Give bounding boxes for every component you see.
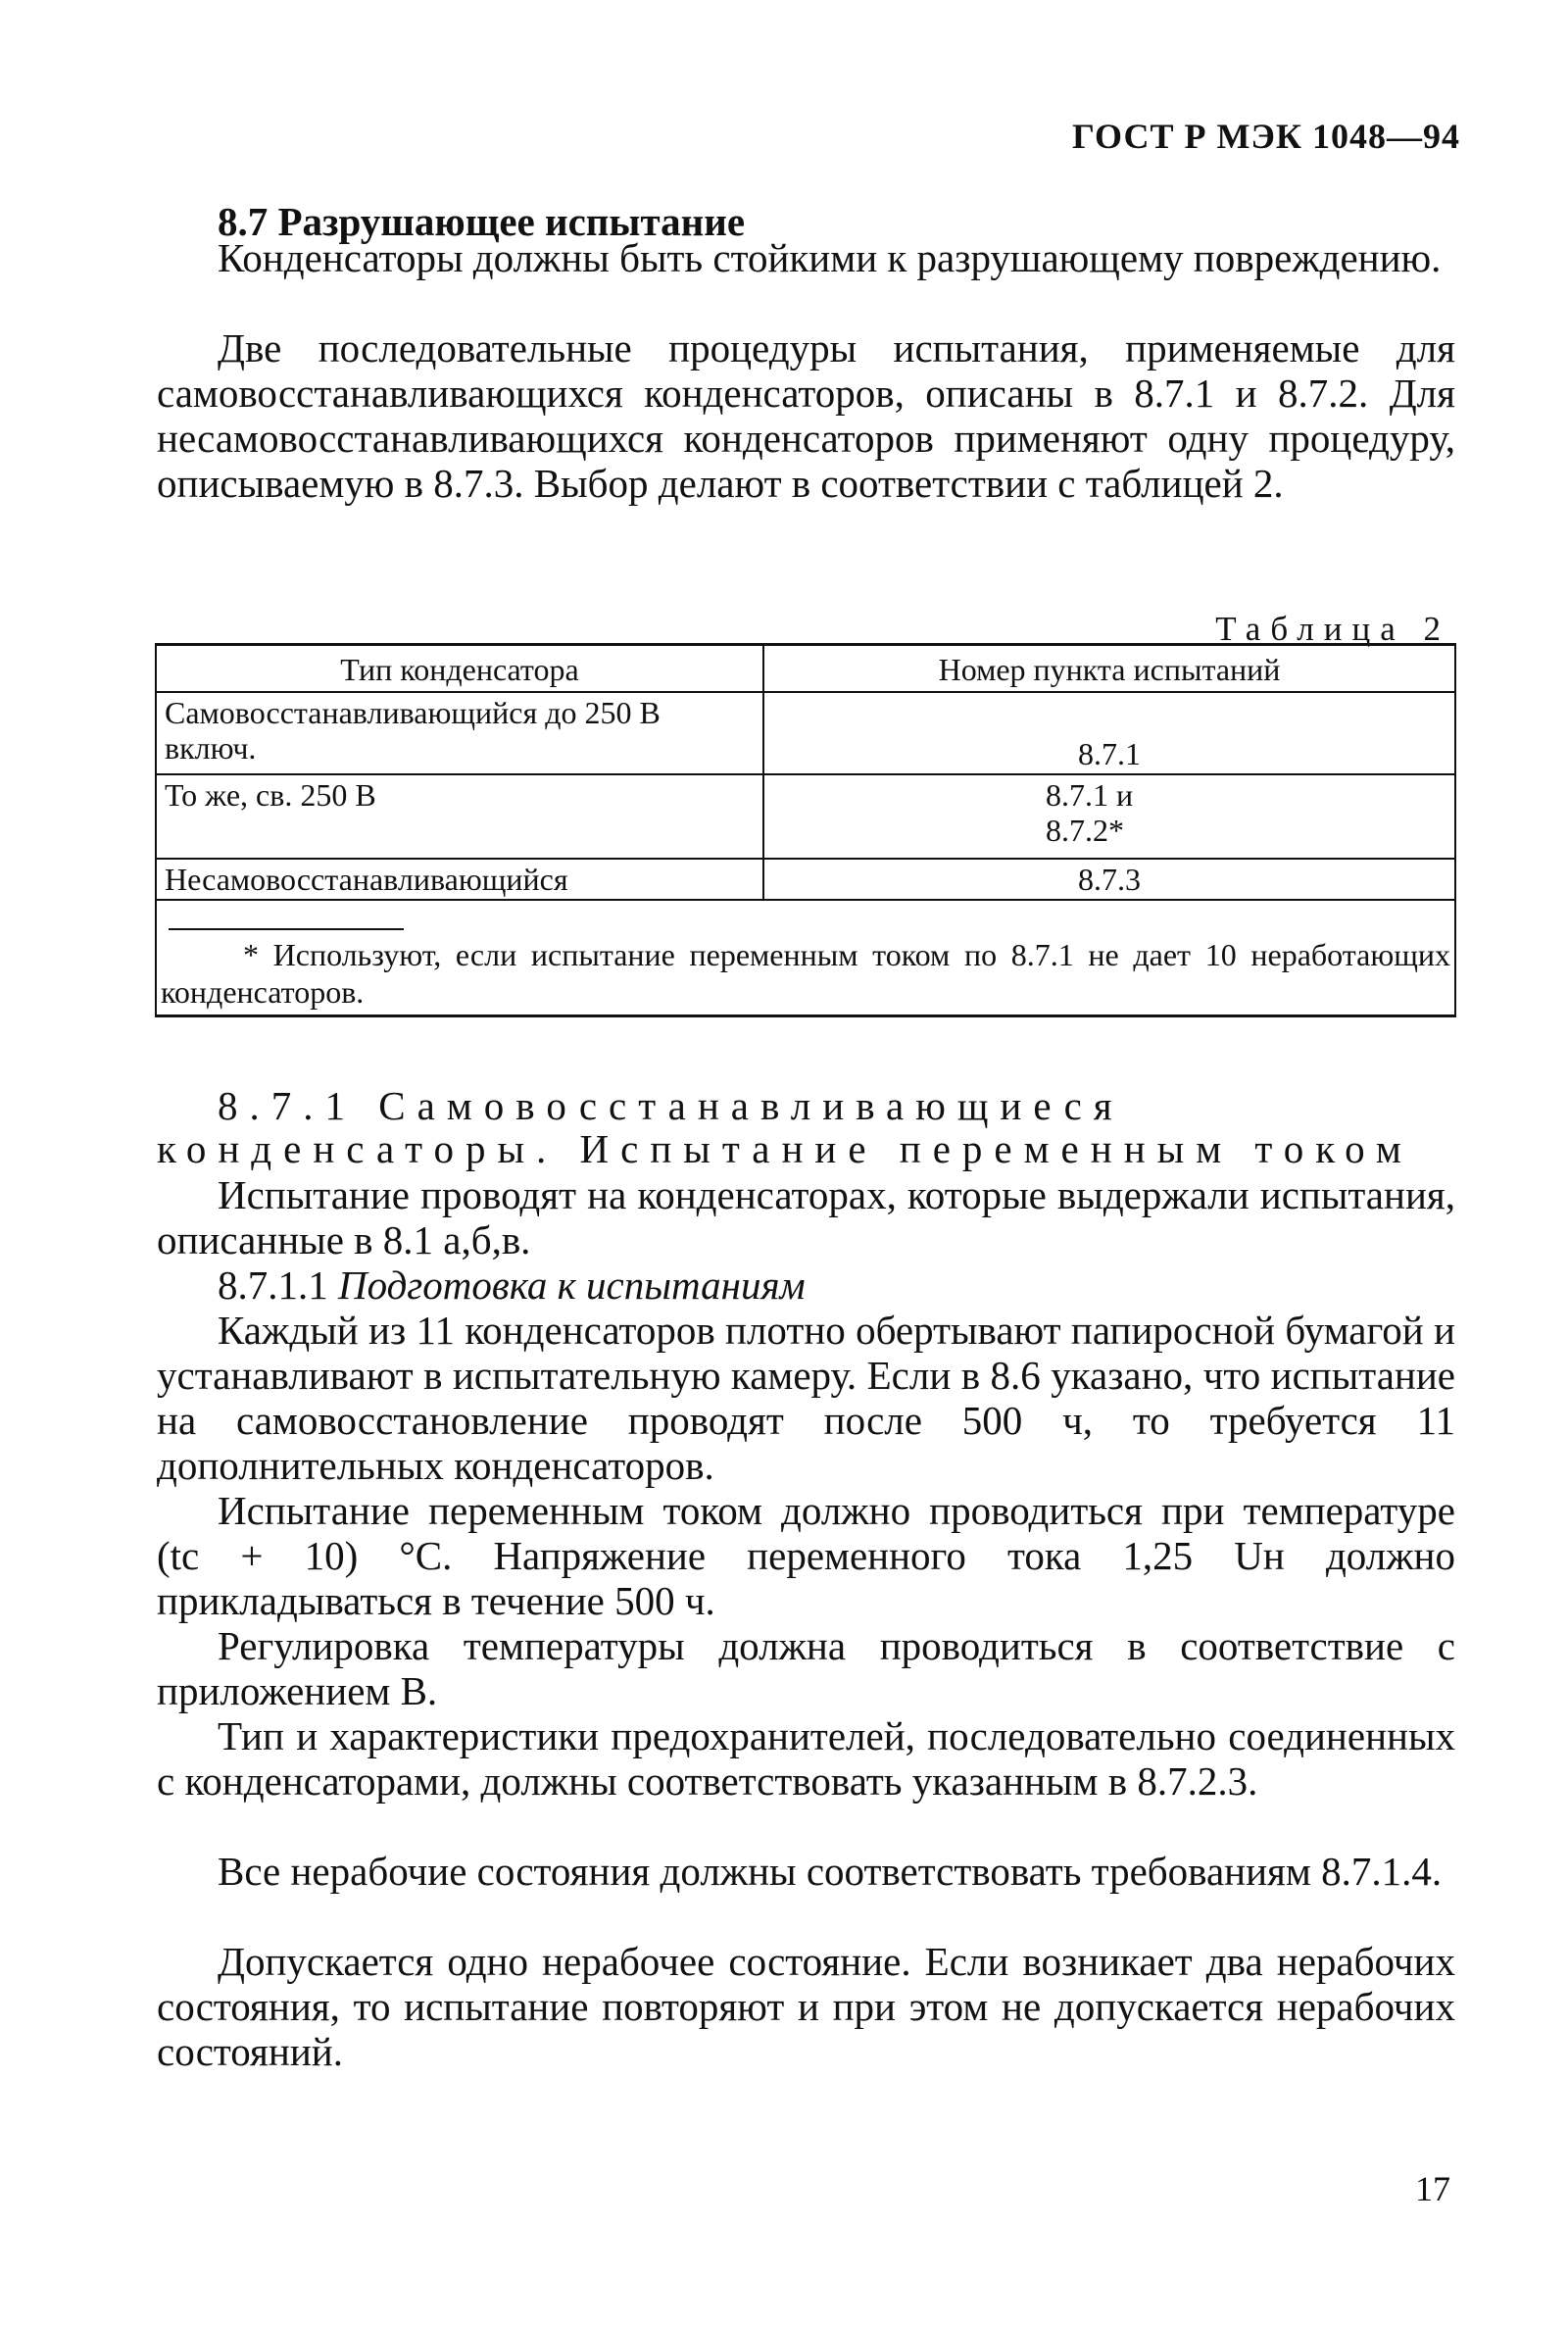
capacitor-type-cell: Несамовосстанавливающийся [156,859,763,900]
paragraph-7: Тип и характеристики предохранителей, последовательно соединенных с конденсаторами, должны соответствовать указанным в 8.7.2.3. [157,1713,1455,1804]
clause-number-cell [763,774,1455,859]
table-header-row [156,645,1455,693]
subsubsection-title: Подготовка к испытаниям [338,1262,806,1308]
table-row [156,774,1455,859]
footnote-divider [169,928,404,930]
clause-number-cell: 8.7.1 [763,692,1455,774]
capacitor-type-cell: Самовосстанавливающийся до 250 В включ. [156,692,763,774]
clause-number-cell: 8.7.3 [763,859,1455,900]
paragraph-5: Испытание переменным током должно проводиться при температуре (tc + 10) °С. Напряжение переменного тока 1,25 Uн должно прикладываться в течение 500 ч. [157,1488,1455,1623]
clause-number-text: 8.7.1 и 8.7.2* [1046,777,1134,848]
subsection-heading: 8.7.1 Самовосстанавливающиеся конденсаторы. Испытание переменным током [157,1083,1413,1171]
test-clause-table [155,643,1456,1017]
table-footnote-row [156,900,1455,1016]
page-number: 17 [1415,2169,1450,2208]
table-footnote-cell [156,900,1455,1016]
table-header-cell: Тип конденсатора [156,645,763,693]
document-code-header: ГОСТ Р МЭК 1048—94 [1072,117,1460,156]
subsubsection-heading [157,1262,1455,1308]
subsubsection-number: 8.7.1.1 [218,1262,328,1308]
paragraph-6: Регулировка температуры должна проводиться в соответствие с приложением В. [157,1623,1455,1713]
capacitor-type-cell: То же, св. 250 В [156,774,763,859]
paragraph-9: Допускается одно нерабочее состояние. Если возникает два нерабочих состояния, то испытание повторяют и при этом не допускается нерабочих состояний. [157,1939,1455,2074]
paragraph-1: Конденсаторы должны быть стойкими к разрушающему повреждению. [218,235,1442,280]
table-row [156,859,1455,900]
section-title: 8.7 Разрушающее испытание [218,199,746,244]
paragraph-4: Каждый из 11 конденсаторов плотно обертывают папиросной бумагой и устанавливают в испытательную камеру. Если в 8.6 указано, что испытание на самовосстановление проводят после 500 ч, то требуется 11 дополнительных конденсаторов. [157,1308,1455,1488]
table-row [156,692,1455,774]
table-header-cell: Номер пункта испытаний [763,645,1455,693]
paragraph-8: Все нерабочие состояния должны соответствовать требованиям 8.7.1.4. [218,1849,1443,1894]
paragraph-3: Испытание проводят на конденсаторах, которые выдержали испытания, описанные в 8.1 а,б,в. [157,1172,1455,1262]
table-caption: Таблица 2 [1215,610,1450,648]
table-footnote: * Используют, если испытание переменным током по 8.7.1 не дает 10 неработающих конденсаторов. [161,937,1450,1010]
paragraph-2: Две последовательные процедуры испытания, применяемые для самовосстанавливающихся конденсаторов, описаны в 8.7.1 и 8.7.2. Для несамовосстанавливающихся конденсаторов применяют одну процедуру, описываемую в 8.7.3. Выбор делают в соответствии с таблицей 2. [157,325,1455,506]
